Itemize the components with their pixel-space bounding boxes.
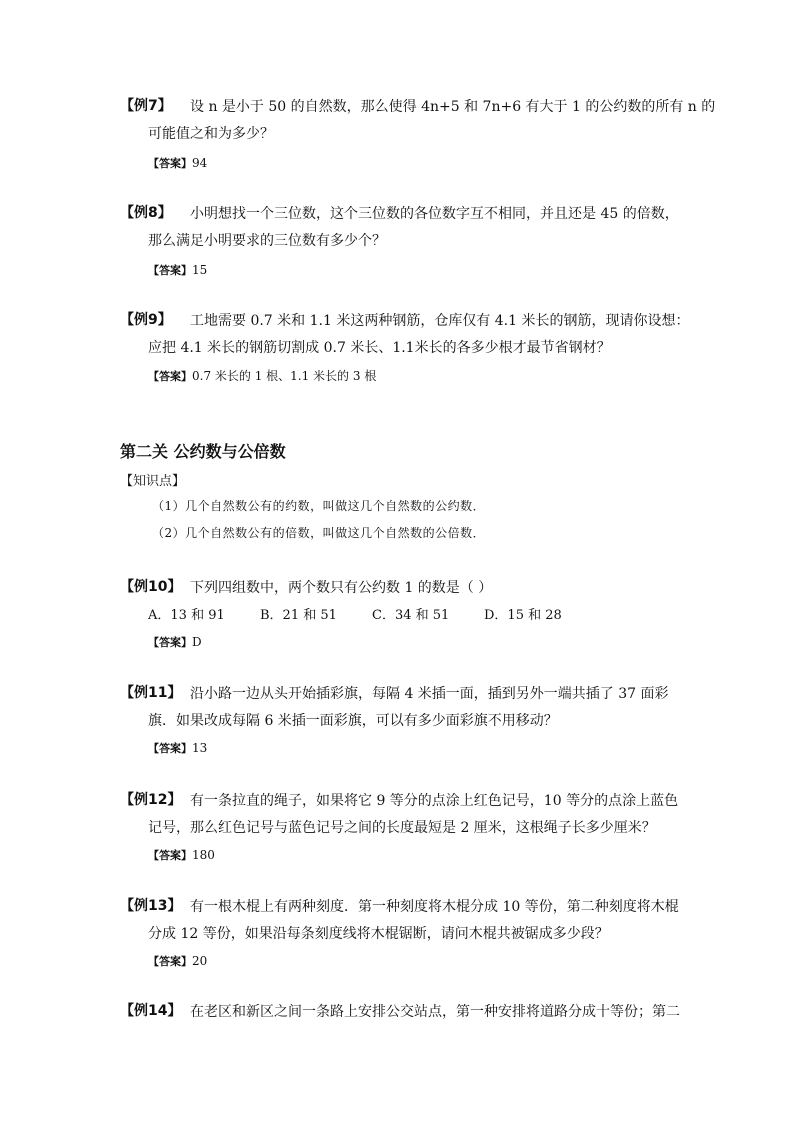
option-a: A．13 和 91 [148,608,225,623]
answer-label: 【答案】 [148,742,192,755]
example-10-line-1: 下列四组数中，两个数只有公约数 1 的数是（ ） [190,580,493,596]
section-title: 第二关 公约数与公倍数 [120,442,286,461]
example-9-answer [148,365,376,384]
example-8-answer [148,259,207,278]
example-12-answer [148,844,215,863]
example-8-line-2: 那么满足小明要求的三位数有多少个？ [148,233,386,249]
answer-label: 【答案】 [148,849,192,862]
example-11-line-1: 沿小路一边从头开始插彩旗，每隔 4 米插一面，插到另外一端共插了 37 面彩 [190,686,669,702]
answer-label: 【答案】 [148,636,192,649]
example-13-line-1: 有一根木棍上有两种刻度．第一种刻度将木棍分成 10 等份，第二种刻度将木棍 [190,899,679,915]
knowledge-label: 【知识点】 [120,474,186,489]
example-8-tag: 【例8】 [120,205,172,221]
answer-value: 94 [192,156,208,170]
example-13-tag: 【例13】 [120,898,182,914]
answer-label: 【答案】 [148,955,192,968]
knowledge-point-1: （1）几个自然数公有的约数，叫做这几个自然数的公约数． [152,499,486,513]
example-12-tag: 【例12】 [120,792,182,808]
knowledge-point-2: （2）几个自然数公有的倍数，叫做这几个自然数的公倍数． [152,526,486,540]
answer-label: 【答案】 [148,157,192,170]
answer-value: 180 [192,848,215,862]
example-10-answer [148,631,202,650]
example-13-answer [148,950,207,969]
answer-label: 【答案】 [148,264,192,277]
example-11-answer [148,737,207,756]
example-7-answer [148,152,207,171]
example-8-line-1: 小明想找一个三位数，这个三位数的各位数字互不相同，并且还是 45 的倍数， [190,206,679,222]
example-9-line-2: 应把 4.1 米长的钢筋切割成 0.7 米长、1.1米长的各多少根才最节省钢材？ [148,340,611,356]
example-14-tag: 【例14】 [120,1003,182,1019]
option-d: D．15 和 28 [484,608,562,623]
answer-value: D [192,635,202,649]
option-b: B．21 和 51 [260,608,337,623]
example-7-tag: 【例7】 [120,98,172,114]
example-11-tag: 【例11】 [120,685,182,701]
example-10-tag: 【例10】 [120,579,182,595]
example-7-line-2: 可能值之和为多少？ [148,126,274,142]
example-13-line-2: 分成 12 等份，如果沿每条刻度线将木棍锯断，请问木棍共被锯成多少段？ [148,926,609,942]
answer-label: 【答案】 [148,370,192,383]
example-9-line-1: 工地需要 0.7 米和 1.1 米这两种钢筋，仓库仅有 4.1 米长的钢筋，现请你设想： [190,313,690,329]
example-7-line-1: 设 n 是小于 50 的自然数，那么使得 4n+5 和 7n+6 有大于 1 的公约数的所有 n 的 [190,99,716,115]
example-12-line-1: 有一条拉直的绳子，如果将它 9 等分的点涂上红色记号，10 等分的点涂上蓝色 [190,793,679,809]
answer-value: 0.7 米长的 1 根、1.1 米长的 3 根 [192,369,377,383]
example-14-line-1: 在老区和新区之间一条路上安排公交站点，第一种安排将道路分成十等份；第二 [190,1004,680,1020]
example-11-line-2: 旗．如果改成每隔 6 米插一面彩旗，可以有多少面彩旗不用移动？ [148,713,558,729]
answer-value: 20 [192,954,208,968]
answer-value: 15 [192,263,208,277]
example-12-line-2: 记号，那么红色记号与蓝色记号之间的长度最短是 2 厘米，这根绳子长多少厘米？ [148,820,656,836]
example-9-tag: 【例9】 [120,312,172,328]
answer-value: 13 [192,741,208,755]
option-c: C．34 和 51 [372,608,450,623]
